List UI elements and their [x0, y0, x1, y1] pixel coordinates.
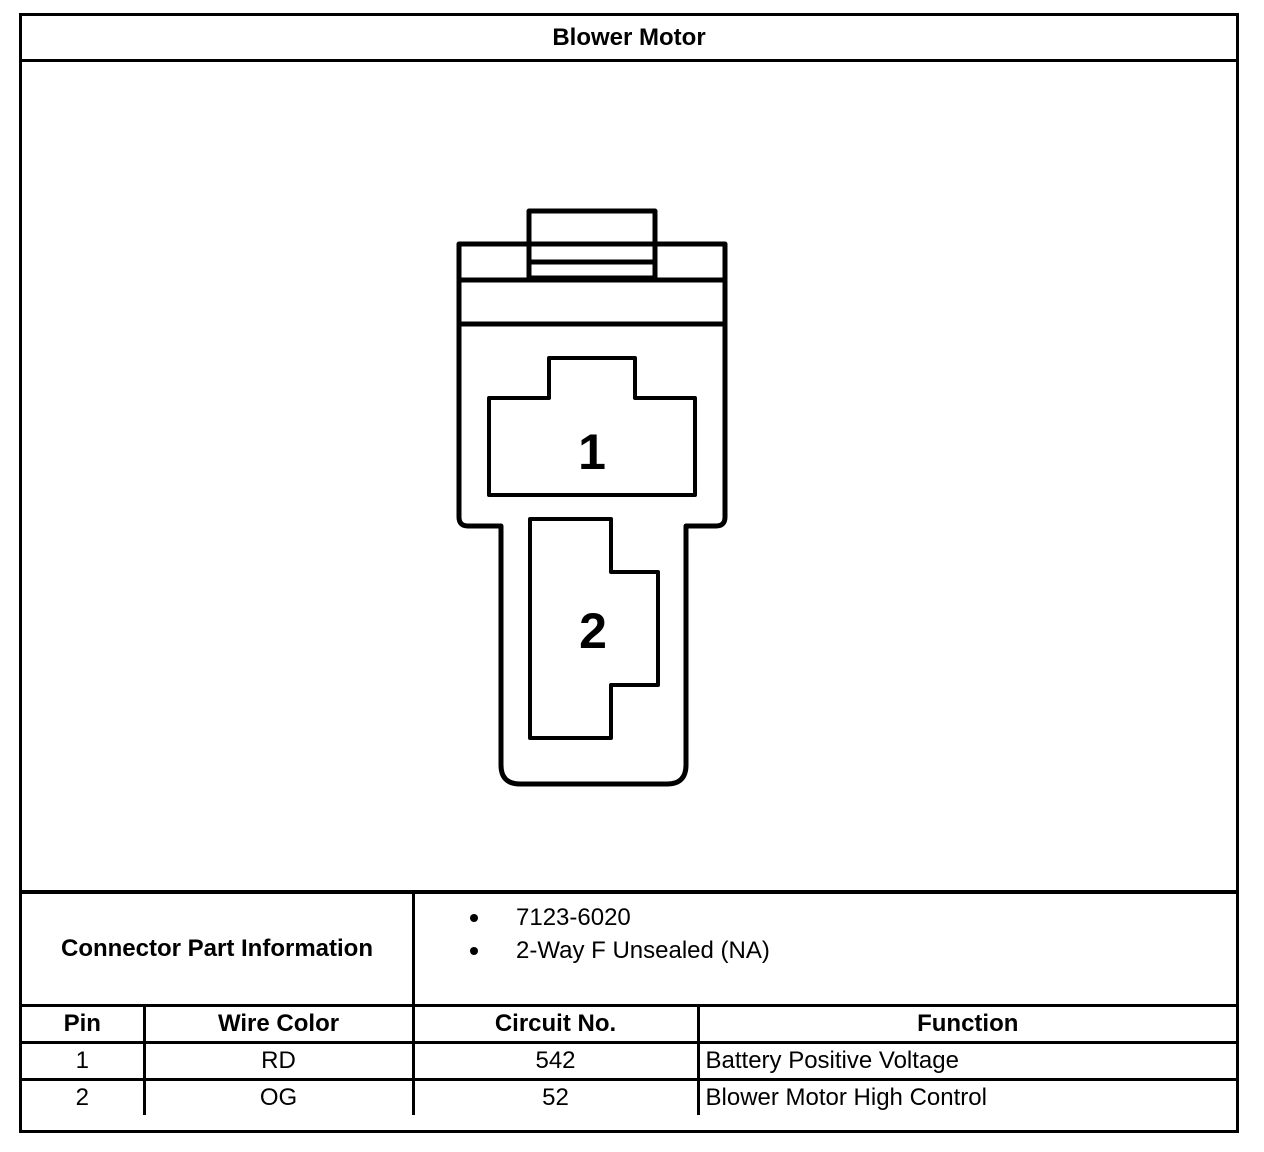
connector-sheet: [19, 13, 1239, 1133]
cell-function: Battery Positive Voltage: [698, 1043, 1236, 1080]
header-circuit-no: Circuit No.: [413, 1007, 698, 1043]
cell-pin: 1: [22, 1043, 144, 1080]
pin-table: [22, 1007, 1236, 1115]
header-wire-color: Wire Color: [144, 1007, 413, 1043]
pin-1-label: 1: [578, 424, 606, 480]
table-row: [22, 1080, 1236, 1116]
connector-part-info: [22, 890, 1236, 1007]
connector-description: 2-Way F Unsealed (NA): [516, 937, 770, 964]
connector-face-drawing: [22, 62, 1236, 890]
table-row: [22, 1043, 1236, 1080]
cell-function: Blower Motor High Control: [698, 1080, 1236, 1116]
bullet-icon: [470, 947, 478, 955]
cell-pin: 2: [22, 1080, 144, 1116]
cell-circuit-no: 542: [413, 1043, 698, 1080]
part-number: 7123-6020: [516, 904, 631, 931]
cell-wire-color: RD: [144, 1043, 413, 1080]
part-info-list: [415, 894, 1236, 1004]
cell-circuit-no: 52: [413, 1080, 698, 1116]
header-function: Function: [698, 1007, 1236, 1043]
header-pin: Pin: [22, 1007, 144, 1043]
part-info-label: Connector Part Information: [22, 894, 415, 1004]
pin-table-header: [22, 1007, 1236, 1043]
cell-wire-color: OG: [144, 1080, 413, 1116]
page-title: Blower Motor: [22, 16, 1236, 62]
part-info-item: [470, 937, 770, 965]
pin-2-label: 2: [579, 603, 607, 659]
bullet-icon: [470, 914, 478, 922]
connector-diagram: [22, 62, 1236, 890]
part-info-item: [470, 904, 631, 932]
